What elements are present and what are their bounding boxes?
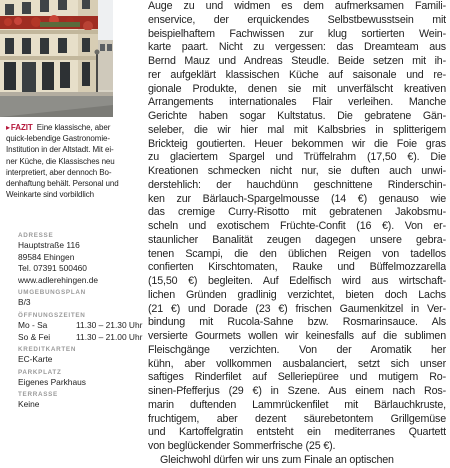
article-line: lichen Gründen gradlinig verzichtet, bieten doch Lachs bbox=[148, 288, 446, 301]
parking-value: Eigenes Parkhaus bbox=[18, 376, 86, 387]
article-line: saftiges Rinderfilet auf Selleriepüree und mutigem Ro- bbox=[148, 371, 446, 384]
article-line: gionale Produkte, denen sie mit unverfälscht kreativen bbox=[148, 82, 446, 95]
article-line: (15,50 €) begleiten. Auf Edelfisch wird aus wirtschaft- bbox=[148, 275, 446, 287]
article-line: Auge zu und widmen es dem aufmerksamen Famili- bbox=[148, 0, 446, 12]
terrace-value: Keine bbox=[18, 399, 40, 410]
article-line: scheln und exotischem Früchte-Confit (16 €). Von er- bbox=[148, 220, 446, 232]
hours-group bbox=[18, 311, 143, 343]
restaurant-photo bbox=[0, 0, 113, 117]
article-line: marin duftenden Lammrückenfilet mit Bärlauchkruste, bbox=[148, 398, 446, 411]
hours-row bbox=[18, 332, 143, 344]
article-line: Gleichwohl dürfen wir uns zum Finale an optischen bbox=[160, 453, 394, 466]
address-website[interactable]: www.adlerehingen.de bbox=[18, 274, 99, 285]
article-line: Gerichte haben sogar Kultstatus. Die gebratene Gän- bbox=[148, 110, 446, 122]
fazit-line-1 bbox=[6, 122, 142, 133]
hours-row bbox=[18, 320, 143, 332]
address-street: Hauptstraße 116 bbox=[18, 240, 80, 250]
fazit-label: FAZIT bbox=[10, 123, 33, 132]
hours-time: 11.30 – 21.00 Uhr bbox=[76, 331, 143, 342]
address-label: ADRESSE bbox=[18, 232, 54, 239]
article-line: fruchtigem, aber dezent säurebetontem Grillgemüse bbox=[148, 412, 446, 425]
cards-value: EC-Karte bbox=[18, 354, 53, 365]
address-group bbox=[18, 231, 143, 286]
article-line: und Kartoffelgratin entsteht ein mediterranes Quartett bbox=[148, 426, 446, 439]
address-city: 89584 Ehingen bbox=[18, 251, 75, 262]
article-line: karte paart. Nicht zu vergessen: das Dreamteam aus bbox=[148, 41, 446, 54]
hours-time: 11.30 – 21.30 Uhr bbox=[76, 319, 143, 330]
article-line: Arrangements internationales Flair verleihen. Manche bbox=[148, 96, 446, 109]
article-line: versierte Gourmets wollen wir keinesfalls auf die sublimen bbox=[148, 330, 446, 342]
hours-label: ÖFFNUNGSZEITEN bbox=[18, 311, 86, 319]
parking-group bbox=[18, 368, 143, 389]
hours-days: So & Fei bbox=[18, 331, 51, 342]
article-line: Fleischgänge verzichten. Von der Aromatik her bbox=[148, 343, 446, 356]
fazit-box bbox=[6, 122, 142, 200]
plan-label: UMGEBUNGSPLAN bbox=[18, 289, 86, 297]
hours-days: Mo - Sa bbox=[18, 319, 48, 330]
article-line: Kreationen schmecken nicht nur, sie duften auch unwi- bbox=[148, 165, 446, 177]
article-line: seleber, die wir hier mal mit Kalbsbries in splitterigem bbox=[148, 123, 446, 136]
fazit-text: Eine klassische, aber bbox=[36, 123, 111, 132]
article-line: ken zur Bärlauch-Spargelmousse (14 €) genauso wie bbox=[148, 192, 446, 205]
fazit-line: Weinkarte sind vorbildlich bbox=[6, 190, 94, 200]
fazit-line: Institution in der Altstadt. Mit ei- bbox=[6, 145, 114, 155]
article-line: Brickteig goutierten. Heuer bekommen wir die Foie gras bbox=[148, 137, 446, 150]
article-line: rer aufgeklärt klassischen Küche auf saisonale und re- bbox=[148, 68, 446, 81]
article-line: (21 €) und Dorade (23 €) frischen Gaumenkitzel in Ver- bbox=[148, 302, 446, 315]
plan-value: B/3 bbox=[18, 297, 31, 308]
article-line: zu glaciertem Spargel und Trüffelrahm (17,50 €). Die bbox=[148, 151, 446, 164]
article-line: das cremige Curry-Risotto mit gebratenen Jakobsmu- bbox=[148, 206, 446, 219]
article-line: von beglückender Sommerfrische (25 €). bbox=[148, 440, 336, 452]
restaurant-info bbox=[18, 231, 143, 413]
article-line: confierten Kirschtomaten, Rauke und Büffelmozzarella bbox=[148, 261, 446, 274]
article-line: staunlicher Banalität zeugen dagegen unsere gebra- bbox=[148, 233, 446, 246]
article-line: Bernd Mauz und Andreas Steudle. Beide setzen mit ih- bbox=[148, 55, 446, 67]
article-line: enservice, der erquickendes Selbstbewusstsein mit bbox=[148, 13, 446, 26]
terrace-group bbox=[18, 390, 143, 411]
fazit-line: denhaftung behält. Personal und bbox=[6, 178, 119, 188]
fazit-line: quick-lebendige Gastronomie- bbox=[6, 134, 110, 144]
plan-group bbox=[18, 288, 143, 309]
article-body bbox=[148, 0, 446, 466]
article-line: derstehlich: der hauchdünn geschnittene Rinderschin- bbox=[148, 178, 446, 191]
building-facade-image bbox=[0, 0, 113, 117]
cards-group bbox=[18, 345, 143, 366]
terrace-label: TERRASSE bbox=[18, 391, 58, 399]
article-line: beispielhaftem Fachwissen zur klug sortierten Wein- bbox=[148, 27, 446, 40]
address-phone: Tel. 07391 500460 bbox=[18, 263, 87, 274]
article-line: tenen Scampi, die den üblichen Reigen von tadellos bbox=[148, 247, 446, 260]
parking-label: PARKPLATZ bbox=[18, 368, 62, 376]
fazit-line: ner Küche, die Klassisches neu bbox=[6, 156, 115, 166]
fazit-line: interpretiert, aber dennoch Bo- bbox=[6, 167, 112, 177]
article-line: sinen-Pfefferjus (29 €) in Szene. Aus einem nach Ros- bbox=[148, 385, 446, 397]
info-sidebar bbox=[0, 117, 145, 450]
cards-label: KREDITKARTEN bbox=[18, 346, 77, 354]
article-line: kühn, aber vollkommen ausbalanciert, setzt sich unser bbox=[148, 357, 446, 370]
arrow-right-icon: ▸ bbox=[6, 123, 10, 132]
article-line: bindung mit Rucola-Sahne bzw. Rosmarinsauce. Als bbox=[148, 316, 446, 329]
